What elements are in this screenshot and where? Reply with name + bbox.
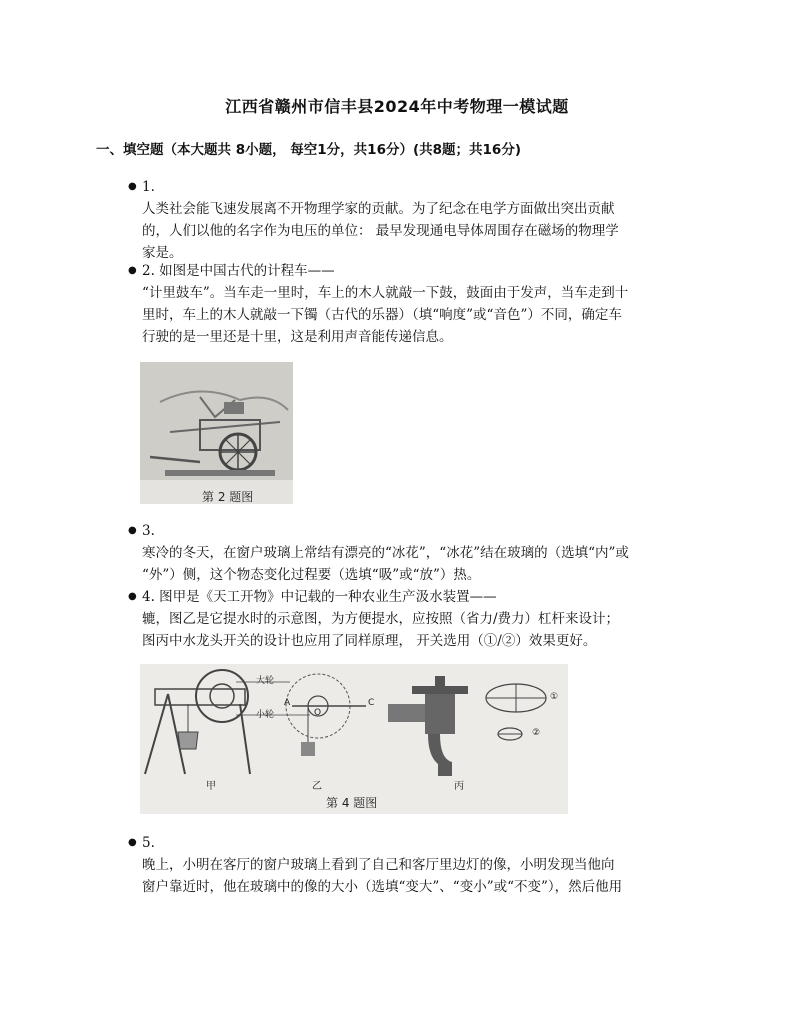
page-title: 江西省赣州市信丰县2024年中考物理一模试题 [225, 97, 569, 116]
label-option-2: ② [532, 728, 541, 738]
drum-cart-illustration [140, 362, 293, 504]
label-point-c: C [368, 698, 375, 708]
label-option-1: ① [550, 692, 559, 702]
label-big-wheel: 大轮 [256, 676, 275, 686]
question-text-line: 的，人们以他的名字作为电压的单位： 最早发现通电导体周围存在磁场的物理学 [142, 223, 619, 239]
bullet-icon: ● [128, 265, 137, 276]
question-number: 3. [142, 523, 155, 539]
question-text-line: “外”）侧，这个物态变化过程要（选填“吸”或“放”）热。 [142, 567, 481, 583]
question-text-line: 家是。 [142, 245, 183, 261]
figure-4-caption: 第 4 题图 [326, 796, 378, 810]
question-number: 1. [142, 179, 155, 195]
question-text-line: 辘，图乙是它提水时的示意图，为方便提水，应按照（省力/费力）杠杆来设计； [142, 611, 620, 627]
bullet-icon: ● [128, 181, 137, 192]
figure-2-caption: 第 2 题图 [202, 490, 254, 504]
question-text-line: 里时，车上的木人就敲一下镯（古代的乐器）（填“响度”或“音色”）不同，确定车 [142, 307, 622, 323]
label-bing: 丙 [454, 781, 464, 792]
question-4 [128, 586, 708, 652]
question-text-line: 行驶的是一里还是十里，这是利用声音能传递信息。 [142, 329, 453, 345]
question-3 [128, 520, 708, 586]
question-text-line: 晚上，小明在客厅的窗户玻璃上看到了自己和客厅里边灯的像，小明发现当他向 [142, 857, 615, 873]
figure-4-windlass [140, 664, 568, 814]
bullet-icon: ● [128, 837, 137, 848]
question-text-line: 寒冷的冬天，在窗户玻璃上常结有漂亮的“冰花”，“冰花”结在玻璃的（选填“内”或 [142, 545, 629, 561]
bullet-icon: ● [128, 591, 137, 602]
question-number: 5. [142, 835, 155, 851]
bullet-icon: ● [128, 525, 137, 536]
question-5 [128, 832, 708, 898]
label-point-o: O [314, 708, 322, 718]
question-text-line: “计里鼓车”。当车走一里时，车上的木人就敲一下鼓，鼓面由于发声，当车走到十 [142, 285, 629, 301]
question-2 [128, 260, 708, 348]
question-1 [128, 176, 708, 264]
section-heading: 一、填空题（本大题共 8小题， 每空1分，共16分）(共8题；共16分) [96, 142, 521, 158]
question-text-line: 图丙中水龙头开关的设计也应用了同样原理， 开关选用（①/②）效果更好。 [142, 633, 597, 649]
question-number: 4. 图甲是《天工开物》中记载的一种农业生产汲水装置—— [142, 589, 497, 605]
question-number: 2. 如图是中国古代的计程车—— [142, 263, 335, 279]
figure-2-mileage-drum-cart [140, 362, 293, 504]
label-point-a: A [284, 698, 291, 708]
question-text-line: 人类社会能飞速发展离不开物理学家的贡献。为了纪念在电学方面做出突出贡献 [142, 201, 615, 217]
label-yi: 乙 [312, 781, 322, 792]
label-jia: 甲 [206, 781, 216, 792]
question-text-line: 窗户靠近时，他在玻璃中的像的大小（选填“变大”、“变小”或“不变”），然后他用 [142, 879, 623, 895]
windlass-illustration [140, 664, 568, 814]
label-small-wheel: 小轮 [256, 710, 275, 720]
